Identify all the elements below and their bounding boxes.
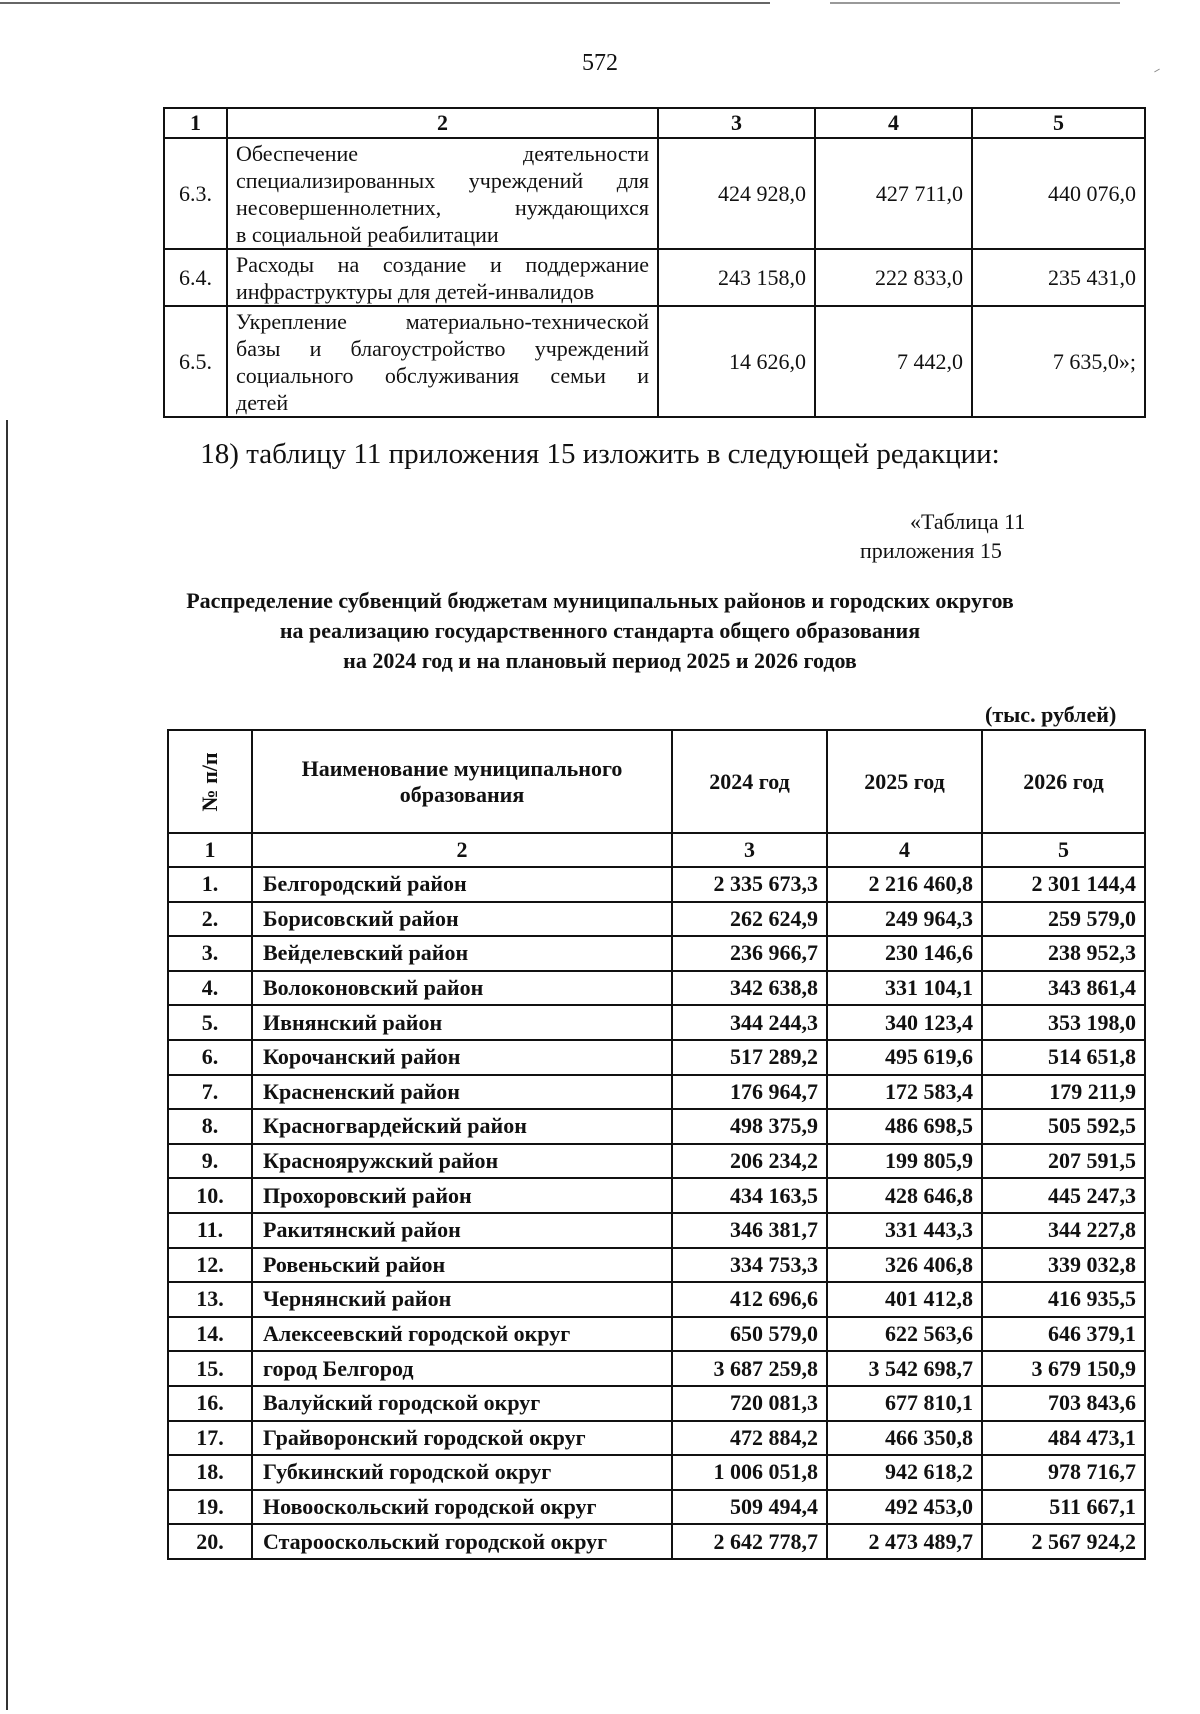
table-row: [168, 1005, 1145, 1040]
value-2026: 511 667,1: [982, 1490, 1145, 1525]
table-row: [164, 249, 1145, 306]
value-2026: 505 592,5: [982, 1109, 1145, 1144]
row-number: 6.5.: [164, 306, 227, 417]
municipality-name: Белгородский район: [252, 867, 672, 902]
title-line: на реализацию государственного стандарта общего образования: [279, 618, 921, 643]
value-2026: 7 635,0»;: [972, 306, 1145, 417]
value-2025: 2 473 489,7: [827, 1524, 982, 1559]
col-number: 4: [827, 833, 982, 867]
value-2024: 3 687 259,8: [672, 1351, 827, 1386]
value-2026: 259 579,0: [982, 902, 1145, 937]
table-caption: [860, 507, 1160, 565]
municipality-name: Алексеевский городской округ: [252, 1317, 672, 1352]
value-2025: 222 833,0: [815, 249, 972, 306]
value-2025: 3 542 698,7: [827, 1351, 982, 1386]
value-2025: 942 618,2: [827, 1455, 982, 1490]
value-2026: 514 651,8: [982, 1040, 1145, 1075]
col-number: 5: [982, 833, 1145, 867]
value-2024: 412 696,6: [672, 1282, 827, 1317]
municipality-name: Ракитянский район: [252, 1213, 672, 1248]
row-number: 16.: [168, 1386, 252, 1421]
value-2024: 517 289,2: [672, 1040, 827, 1075]
scan-edge-line: [0, 2, 770, 4]
value-2026: 235 431,0: [972, 249, 1145, 306]
table-row: [168, 1075, 1145, 1110]
row-number: 3.: [168, 936, 252, 971]
value-2024: 206 234,2: [672, 1144, 827, 1179]
table-row: [164, 306, 1145, 417]
municipality-name: Грайворонский городской округ: [252, 1421, 672, 1456]
value-2025: 492 453,0: [827, 1490, 982, 1525]
row-description: Укрепление материально-технической базы и благоустройство учреждений социального обслуживания семьи и детей: [227, 306, 658, 417]
value-2026: 238 952,3: [982, 936, 1145, 971]
row-number: 2.: [168, 902, 252, 937]
value-2026: 484 473,1: [982, 1421, 1145, 1456]
table-row: [168, 1455, 1145, 1490]
value-2025: 172 583,4: [827, 1075, 982, 1110]
value-2024: 2 335 673,3: [672, 867, 827, 902]
row-number: 18.: [168, 1455, 252, 1490]
value-2026: 343 861,4: [982, 971, 1145, 1006]
value-2026: 2 301 144,4: [982, 867, 1145, 902]
row-description: Обеспечение деятельности специализированных учреждений для несовершеннолетних, нуждающихся в социальной реабилитации: [227, 138, 658, 249]
table-row: [168, 1490, 1145, 1525]
row-number: 5.: [168, 1005, 252, 1040]
row-number: 10.: [168, 1178, 252, 1213]
table-row: [168, 971, 1145, 1006]
row-number: 14.: [168, 1317, 252, 1352]
value-2024: 262 624,9: [672, 902, 827, 937]
table-row: [168, 1351, 1145, 1386]
value-2026: 2 567 924,2: [982, 1524, 1145, 1559]
value-2024: 344 244,3: [672, 1005, 827, 1040]
value-2024: 434 163,5: [672, 1178, 827, 1213]
value-2025: 230 146,6: [827, 936, 982, 971]
value-2024: 720 081,3: [672, 1386, 827, 1421]
col-number: 3: [658, 108, 815, 138]
header-2024: 2024 год: [672, 730, 827, 833]
table-title: [0, 586, 1200, 676]
subvention-table: [167, 729, 1146, 1560]
municipality-name: город Белгород: [252, 1351, 672, 1386]
value-2024: 424 928,0: [658, 138, 815, 249]
value-2025: 249 964,3: [827, 902, 982, 937]
value-2025: 427 711,0: [815, 138, 972, 249]
row-number: 12.: [168, 1248, 252, 1283]
table-row: [168, 1248, 1145, 1283]
row-number: 6.4.: [164, 249, 227, 306]
table-row: [168, 1386, 1145, 1421]
value-2025: 677 810,1: [827, 1386, 982, 1421]
value-2025: 2 216 460,8: [827, 867, 982, 902]
row-number: 6.3.: [164, 138, 227, 249]
value-2026: 440 076,0: [972, 138, 1145, 249]
col-number: 3: [672, 833, 827, 867]
municipality-name: Валуйский городской округ: [252, 1386, 672, 1421]
municipality-name: Красногвардейский район: [252, 1109, 672, 1144]
table-row: [168, 1178, 1145, 1213]
value-2025: 331 443,3: [827, 1213, 982, 1248]
header-name: Наименование муниципального образования: [252, 730, 672, 833]
value-2026: 339 032,8: [982, 1248, 1145, 1283]
value-2026: 445 247,3: [982, 1178, 1145, 1213]
col-number: 1: [168, 833, 252, 867]
value-2025: 7 442,0: [815, 306, 972, 417]
value-2024: 176 964,7: [672, 1075, 827, 1110]
header-2026: 2026 год: [982, 730, 1145, 833]
row-number: 7.: [168, 1075, 252, 1110]
value-2025: 326 406,8: [827, 1248, 982, 1283]
table-row: [168, 1524, 1145, 1559]
value-2025: 486 698,5: [827, 1109, 982, 1144]
row-number: 1.: [168, 867, 252, 902]
title-line: на 2024 год и на плановый период 2025 и 2026 годов: [343, 648, 857, 673]
table-row: [168, 1109, 1145, 1144]
row-number: 13.: [168, 1282, 252, 1317]
value-2025: 199 805,9: [827, 1144, 982, 1179]
value-2026: 207 591,5: [982, 1144, 1145, 1179]
municipality-name: Волоконовский район: [252, 971, 672, 1006]
municipality-name: Ивнянский район: [252, 1005, 672, 1040]
municipality-name: Новооскольский городской округ: [252, 1490, 672, 1525]
value-2024: 1 006 051,8: [672, 1455, 827, 1490]
table-row: [168, 936, 1145, 971]
value-2024: 334 753,3: [672, 1248, 827, 1283]
page-number: 572: [582, 50, 618, 76]
previous-table: [163, 107, 1146, 418]
table-row: [168, 867, 1145, 902]
row-number: 4.: [168, 971, 252, 1006]
municipality-name: Прохоровский район: [252, 1178, 672, 1213]
value-2024: 472 884,2: [672, 1421, 827, 1456]
row-number: 11.: [168, 1213, 252, 1248]
value-2024: 236 966,7: [672, 936, 827, 971]
value-2026: 179 211,9: [982, 1075, 1145, 1110]
value-2026: 416 935,5: [982, 1282, 1145, 1317]
value-2025: 401 412,8: [827, 1282, 982, 1317]
value-2025: 622 563,6: [827, 1317, 982, 1352]
row-number: 19.: [168, 1490, 252, 1525]
value-2026: 703 843,6: [982, 1386, 1145, 1421]
row-description: Расходы на создание и поддержание инфраструктуры для детей-инвалидов: [227, 249, 658, 306]
value-2024: 243 158,0: [658, 249, 815, 306]
municipality-name: Губкинский городской округ: [252, 1455, 672, 1490]
column-numbers-row: [168, 833, 1145, 867]
table-row: [168, 1213, 1145, 1248]
value-2024: 346 381,7: [672, 1213, 827, 1248]
value-2025: 331 104,1: [827, 971, 982, 1006]
col-number: 1: [164, 108, 227, 138]
caption-line: приложения 15: [860, 538, 1002, 563]
value-2024: 14 626,0: [658, 306, 815, 417]
col-number: 4: [815, 108, 972, 138]
value-2025: 428 646,8: [827, 1178, 982, 1213]
value-2024: 498 375,9: [672, 1109, 827, 1144]
value-2024: 2 642 778,7: [672, 1524, 827, 1559]
table-row: [168, 1317, 1145, 1352]
municipality-name: Корочанский район: [252, 1040, 672, 1075]
instruction-text: 18) таблицу 11 приложения 15 изложить в следующей редакции:: [200, 438, 1000, 470]
row-number: 20.: [168, 1524, 252, 1559]
row-number: 15.: [168, 1351, 252, 1386]
units-label: (тыс. рублей): [985, 702, 1117, 727]
scan-edge-line: [830, 2, 1120, 4]
value-2026: 353 198,0: [982, 1005, 1145, 1040]
table-row: [168, 1282, 1145, 1317]
header-number: № п/п: [168, 730, 252, 833]
value-2024: 509 494,4: [672, 1490, 827, 1525]
row-number: 17.: [168, 1421, 252, 1456]
table-row: [164, 138, 1145, 249]
table-row: [168, 1040, 1145, 1075]
value-2026: 978 716,7: [982, 1455, 1145, 1490]
municipality-name: Красненский район: [252, 1075, 672, 1110]
table-header-row: [168, 730, 1145, 833]
value-2024: 342 638,8: [672, 971, 827, 1006]
value-2025: 495 619,6: [827, 1040, 982, 1075]
row-number: 8.: [168, 1109, 252, 1144]
value-2026: 3 679 150,9: [982, 1351, 1145, 1386]
header-2025: 2025 год: [827, 730, 982, 833]
municipality-name: Вейделевский район: [252, 936, 672, 971]
table-header-row: [164, 108, 1145, 138]
value-2026: 646 379,1: [982, 1317, 1145, 1352]
municipality-name: Старооскольский городской округ: [252, 1524, 672, 1559]
title-line: Распределение субвенций бюджетам муниципальных районов и городских округов: [186, 588, 1014, 613]
value-2025: 340 123,4: [827, 1005, 982, 1040]
municipality-name: Борисовский район: [252, 902, 672, 937]
municipality-name: Ровеньский район: [252, 1248, 672, 1283]
table-row: [168, 1144, 1145, 1179]
value-2024: 650 579,0: [672, 1317, 827, 1352]
value-2025: 466 350,8: [827, 1421, 982, 1456]
municipality-name: Краснояружский район: [252, 1144, 672, 1179]
row-number: 6.: [168, 1040, 252, 1075]
col-number: 2: [227, 108, 658, 138]
municipality-name: Чернянский район: [252, 1282, 672, 1317]
value-2026: 344 227,8: [982, 1213, 1145, 1248]
row-number: 9.: [168, 1144, 252, 1179]
table-row: [168, 1421, 1145, 1456]
caption-line: «Таблица 11: [910, 509, 1026, 534]
col-number: 2: [252, 833, 672, 867]
table-row: [168, 902, 1145, 937]
col-number: 5: [972, 108, 1145, 138]
